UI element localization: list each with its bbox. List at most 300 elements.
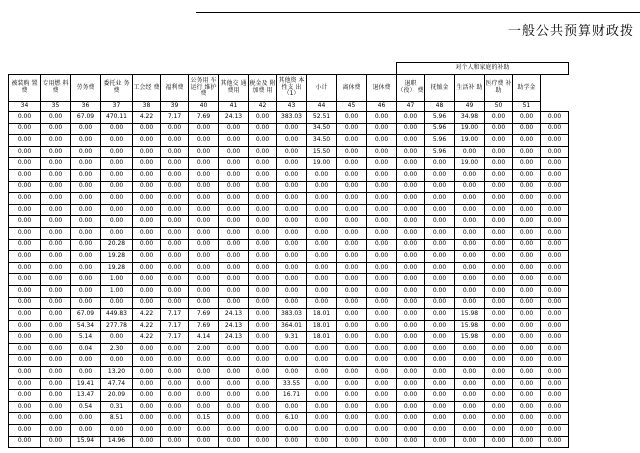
table-cell: 0.00 (249, 146, 277, 158)
table-cell: 0.00 (541, 181, 569, 193)
table-cell: 0.00 (337, 355, 367, 367)
col-number-15: 49 (455, 102, 485, 112)
table-cell: 18.01 (307, 332, 337, 344)
table-cell: 0.00 (337, 343, 367, 355)
table-cell: 0.00 (367, 227, 397, 239)
table-cell: 0.00 (485, 413, 513, 425)
table-cell: 0.00 (397, 181, 425, 193)
table-cell: 0.00 (249, 227, 277, 239)
table-row (9, 378, 569, 390)
table-cell: 0.00 (41, 332, 71, 344)
table-cell: 0.00 (189, 367, 219, 379)
table-row (9, 320, 569, 332)
table-cell: 0.00 (541, 158, 569, 170)
table-cell: 7.17 (161, 332, 189, 344)
table-cell: 0.00 (9, 355, 41, 367)
col-number-6: 40 (189, 102, 219, 112)
table-cell: 0.00 (397, 158, 425, 170)
col-header-17: 助学金 (513, 75, 541, 102)
table-cell: 0.00 (219, 413, 249, 425)
table-cell: 0.00 (513, 251, 541, 263)
table-cell: 0.00 (425, 285, 455, 297)
table-cell: 0.00 (337, 436, 367, 448)
table-cell: 0.00 (337, 274, 367, 286)
table-row (9, 297, 569, 309)
table-row (9, 251, 569, 263)
table-row (9, 355, 569, 367)
table-cell: 0.00 (249, 401, 277, 413)
table-cell: 0.00 (455, 378, 485, 390)
table-cell: 0.00 (249, 274, 277, 286)
table-cell: 0.00 (161, 343, 189, 355)
table-cell: 0.00 (485, 251, 513, 263)
table-cell: 0.00 (307, 343, 337, 355)
table-row (9, 367, 569, 379)
table-cell: 24.13 (219, 332, 249, 344)
table-cell: 0.00 (513, 227, 541, 239)
table-cell: 4.22 (133, 320, 161, 332)
table-cell: 0.00 (541, 401, 569, 413)
table-cell: 0.00 (541, 297, 569, 309)
col-number-10: 44 (307, 102, 337, 112)
table-cell: 0.00 (133, 413, 161, 425)
table-cell: 0.00 (541, 378, 569, 390)
table-cell: 0.00 (513, 378, 541, 390)
table-cell: 0.00 (397, 401, 425, 413)
table-cell: 24.13 (219, 112, 249, 124)
table-cell: 0.00 (367, 181, 397, 193)
table-cell: 0.00 (161, 425, 189, 437)
table-cell: 0.00 (367, 297, 397, 309)
table-cell: 0.00 (367, 309, 397, 321)
table-cell: 0.00 (219, 401, 249, 413)
table-cell: 0.00 (161, 123, 189, 135)
table-cell: 0.00 (307, 227, 337, 239)
table-cell: 0.00 (541, 193, 569, 205)
table-cell: 0.00 (249, 297, 277, 309)
col-number-16: 50 (485, 102, 513, 112)
table-cell: 7.17 (161, 320, 189, 332)
table-cell: 0.00 (337, 135, 367, 147)
table-cell: 0.00 (101, 227, 133, 239)
table-cell: 33.55 (277, 378, 307, 390)
table-cell: 5.96 (425, 135, 455, 147)
table-cell: 0.00 (455, 274, 485, 286)
table-cell: 0.00 (513, 390, 541, 402)
table-cell: 0.00 (189, 262, 219, 274)
table-cell: 0.00 (277, 146, 307, 158)
table-cell: 0.00 (277, 181, 307, 193)
table-cell: 0.00 (161, 169, 189, 181)
table-cell: 0.00 (455, 367, 485, 379)
table-cell: 0.00 (133, 436, 161, 448)
table-cell: 449.83 (101, 309, 133, 321)
table-cell: 0.00 (9, 239, 41, 251)
table-cell: 0.00 (425, 413, 455, 425)
table-cell: 20.09 (101, 390, 133, 402)
table-cell: 0.00 (425, 227, 455, 239)
table-cell: 0.00 (249, 158, 277, 170)
table-cell: 15.98 (455, 332, 485, 344)
table-cell: 0.00 (277, 204, 307, 216)
table-cell: 0.00 (455, 390, 485, 402)
table-cell: 0.00 (337, 169, 367, 181)
table-cell: 0.00 (41, 297, 71, 309)
table-cell: 0.00 (337, 123, 367, 135)
table-cell: 0.00 (161, 239, 189, 251)
table-cell: 0.00 (161, 216, 189, 228)
table-cell: 0.00 (189, 251, 219, 263)
table-cell: 0.00 (513, 274, 541, 286)
table-cell: 0.00 (397, 320, 425, 332)
col-number-9: 43 (277, 102, 307, 112)
table-cell: 0.00 (485, 355, 513, 367)
table-cell: 0.00 (71, 227, 101, 239)
table-cell: 0.00 (189, 169, 219, 181)
table-cell: 0.00 (541, 123, 569, 135)
table-cell: 0.00 (161, 262, 189, 274)
table-cell: 0.00 (133, 193, 161, 205)
table-cell: 0.00 (455, 251, 485, 263)
table-cell: 0.00 (161, 274, 189, 286)
table-cell: 0.00 (133, 181, 161, 193)
table-row (9, 239, 569, 251)
table-cell: 0.00 (161, 204, 189, 216)
table-cell: 0.00 (397, 274, 425, 286)
col-number-3: 37 (101, 102, 133, 112)
table-cell: 0.00 (101, 204, 133, 216)
table-cell: 0.00 (425, 193, 455, 205)
table-cell: 0.00 (161, 367, 189, 379)
table-cell: 0.00 (9, 123, 41, 135)
table-cell: 0.00 (513, 135, 541, 147)
table-cell: 0.00 (41, 378, 71, 390)
table-cell: 0.00 (541, 390, 569, 402)
table-cell: 0.00 (513, 343, 541, 355)
table-cell: 0.00 (133, 262, 161, 274)
table-cell: 0.00 (541, 355, 569, 367)
table-cell: 0.00 (541, 239, 569, 251)
column-number-row (9, 102, 569, 112)
table-cell: 0.00 (9, 401, 41, 413)
table-cell: 0.00 (41, 401, 71, 413)
budget-table (8, 62, 569, 448)
col-number-5: 39 (161, 102, 189, 112)
table-cell: 0.00 (41, 251, 71, 263)
table-cell: 0.00 (337, 401, 367, 413)
table-cell: 18.01 (307, 309, 337, 321)
table-row (9, 181, 569, 193)
table-cell: 0.00 (455, 297, 485, 309)
table-cell: 0.00 (397, 204, 425, 216)
table-cell: 0.00 (485, 227, 513, 239)
table-cell: 0.00 (455, 193, 485, 205)
column-header-row (9, 75, 569, 102)
table-cell: 0.00 (161, 297, 189, 309)
table-cell: 0.00 (219, 135, 249, 147)
table-cell: 0.00 (41, 123, 71, 135)
table-cell: 0.00 (455, 401, 485, 413)
table-cell: 0.00 (367, 436, 397, 448)
table-cell: 0.31 (101, 401, 133, 413)
table-cell: 0.00 (397, 251, 425, 263)
table-cell: 0.00 (513, 193, 541, 205)
col-header-6: 公务用 车运行 维护费 (189, 75, 219, 102)
table-cell: 0.00 (307, 425, 337, 437)
table-cell: 15.50 (307, 146, 337, 158)
table-cell: 0.00 (219, 355, 249, 367)
table-cell: 5.96 (425, 123, 455, 135)
table-cell: 0.00 (249, 390, 277, 402)
table-cell: 0.00 (101, 135, 133, 147)
table-cell: 0.00 (485, 436, 513, 448)
table-row (9, 401, 569, 413)
table-cell: 0.00 (249, 355, 277, 367)
table-cell: 0.00 (337, 193, 367, 205)
table-cell: 0.00 (9, 158, 41, 170)
table-cell: 0.00 (161, 158, 189, 170)
table-cell: 16.71 (277, 390, 307, 402)
table-cell: 19.41 (71, 378, 101, 390)
table-cell: 0.00 (367, 146, 397, 158)
table-cell: 0.00 (367, 425, 397, 437)
table-cell: 0.00 (9, 251, 41, 263)
table-cell: 0.00 (189, 390, 219, 402)
col-number-0: 34 (9, 102, 41, 112)
table-cell: 0.00 (307, 285, 337, 297)
budget-table-container (8, 62, 640, 448)
col-header-12: 退休费 (367, 75, 397, 102)
table-cell: 0.00 (307, 297, 337, 309)
table-cell: 0.00 (397, 367, 425, 379)
table-cell: 0.00 (71, 239, 101, 251)
table-cell: 0.00 (9, 135, 41, 147)
table-cell: 0.00 (219, 204, 249, 216)
table-row (9, 425, 569, 437)
table-cell: 0.00 (249, 309, 277, 321)
table-cell: 0.00 (277, 285, 307, 297)
table-cell: 0.00 (337, 158, 367, 170)
table-cell: 0.00 (41, 216, 71, 228)
table-cell: 0.00 (41, 181, 71, 193)
table-cell: 0.00 (161, 390, 189, 402)
table-cell: 0.00 (513, 216, 541, 228)
table-cell: 0.00 (425, 378, 455, 390)
table-cell: 0.00 (307, 355, 337, 367)
table-cell: 0.00 (161, 285, 189, 297)
col-header-1: 专用燃 料费 (41, 75, 71, 102)
table-cell: 0.00 (307, 262, 337, 274)
table-cell: 0.00 (71, 123, 101, 135)
table-cell: 0.00 (41, 193, 71, 205)
table-cell: 24.13 (219, 309, 249, 321)
table-cell: 0.00 (485, 343, 513, 355)
group-header-row (9, 63, 569, 75)
table-cell: 0.00 (161, 227, 189, 239)
table-cell: 0.00 (513, 309, 541, 321)
table-cell: 0.00 (133, 355, 161, 367)
table-cell: 14.96 (101, 436, 133, 448)
table-cell: 0.00 (277, 425, 307, 437)
group-header-empty (9, 63, 397, 75)
table-cell: 0.00 (485, 169, 513, 181)
table-cell: 0.00 (307, 204, 337, 216)
table-cell: 0.00 (249, 135, 277, 147)
table-cell: 0.00 (189, 193, 219, 205)
table-cell: 0.00 (249, 251, 277, 263)
table-cell: 0.00 (307, 401, 337, 413)
table-cell: 0.00 (425, 355, 455, 367)
table-cell: 0.00 (219, 146, 249, 158)
table-cell: 19.28 (101, 262, 133, 274)
table-cell: 0.00 (101, 425, 133, 437)
page-title: 一般公共预算财政拨 (507, 24, 634, 39)
table-cell: 0.00 (71, 216, 101, 228)
table-cell: 0.00 (513, 285, 541, 297)
table-cell: 0.00 (71, 169, 101, 181)
table-cell: 0.00 (367, 401, 397, 413)
table-cell: 0.00 (41, 204, 71, 216)
table-cell: 0.00 (189, 378, 219, 390)
table-cell: 67.09 (71, 309, 101, 321)
table-cell: 0.00 (219, 216, 249, 228)
table-cell: 0.00 (485, 262, 513, 274)
table-cell: 0.00 (541, 112, 569, 124)
table-cell: 0.00 (367, 332, 397, 344)
table-cell: 0.00 (161, 413, 189, 425)
table-cell: 15.98 (455, 309, 485, 321)
table-cell: 0.00 (367, 367, 397, 379)
table-cell: 5.96 (425, 146, 455, 158)
table-cell: 0.00 (425, 309, 455, 321)
table-cell: 0.00 (133, 378, 161, 390)
col-header-11: 离休费 (337, 75, 367, 102)
table-cell: 0.00 (133, 367, 161, 379)
col-number-13: 47 (397, 102, 425, 112)
table-cell: 0.00 (485, 332, 513, 344)
table-cell: 0.00 (101, 158, 133, 170)
table-cell: 0.00 (397, 227, 425, 239)
table-cell: 0.00 (455, 425, 485, 437)
table-cell: 0.00 (513, 204, 541, 216)
table-cell: 0.00 (101, 181, 133, 193)
table-cell: 0.00 (541, 227, 569, 239)
table-cell: 0.00 (219, 436, 249, 448)
table-cell: 0.00 (71, 274, 101, 286)
col-number-11: 45 (337, 102, 367, 112)
table-cell: 0.00 (513, 425, 541, 437)
table-cell: 7.17 (161, 112, 189, 124)
col-number-7: 41 (219, 102, 249, 112)
table-cell: 5.96 (425, 112, 455, 124)
table-cell: 0.00 (455, 216, 485, 228)
table-cell: 0.00 (249, 239, 277, 251)
table-cell: 0.00 (425, 262, 455, 274)
table-cell: 0.00 (249, 367, 277, 379)
table-cell: 0.00 (41, 436, 71, 448)
table-cell: 0.00 (513, 158, 541, 170)
table-cell: 0.00 (161, 251, 189, 263)
table-cell: 0.00 (425, 320, 455, 332)
table-cell: 0.00 (249, 425, 277, 437)
table-cell: 2.30 (101, 343, 133, 355)
table-cell: 0.00 (133, 251, 161, 263)
table-row (9, 413, 569, 425)
table-cell: 0.00 (541, 436, 569, 448)
table-cell: 15.98 (455, 320, 485, 332)
table-cell: 0.00 (337, 320, 367, 332)
table-cell: 0.00 (397, 355, 425, 367)
table-cell: 0.00 (133, 123, 161, 135)
table-cell: 0.00 (367, 239, 397, 251)
table-cell: 0.00 (9, 413, 41, 425)
table-cell: 0.00 (219, 274, 249, 286)
table-cell: 0.00 (337, 239, 367, 251)
table-cell: 383.03 (277, 112, 307, 124)
table-cell: 0.00 (307, 367, 337, 379)
table-cell: 0.00 (189, 146, 219, 158)
table-cell: 0.00 (249, 320, 277, 332)
table-cell: 0.00 (485, 158, 513, 170)
table-cell: 0.00 (161, 193, 189, 205)
table-cell: 0.00 (337, 378, 367, 390)
table-cell: 0.00 (101, 297, 133, 309)
table-cell: 0.00 (219, 181, 249, 193)
table-cell: 0.00 (337, 262, 367, 274)
table-cell: 0.00 (513, 297, 541, 309)
table-cell: 0.00 (249, 262, 277, 274)
table-cell: 0.00 (425, 332, 455, 344)
table-cell: 0.00 (541, 216, 569, 228)
table-cell: 0.00 (307, 390, 337, 402)
col-header-4: 工会经 费 (133, 75, 161, 102)
table-cell: 0.00 (9, 193, 41, 205)
table-cell: 0.00 (337, 390, 367, 402)
table-cell: 0.00 (307, 181, 337, 193)
table-cell: 0.00 (367, 355, 397, 367)
table-cell: 0.00 (485, 204, 513, 216)
table-cell: 0.00 (485, 297, 513, 309)
col-header-3: 委托业 务费 (101, 75, 133, 102)
table-cell: 0.00 (219, 239, 249, 251)
table-row (9, 169, 569, 181)
table-cell: 0.00 (367, 413, 397, 425)
table-cell: 0.00 (277, 169, 307, 181)
table-cell: 0.00 (101, 146, 133, 158)
table-cell: 0.00 (455, 146, 485, 158)
table-cell: 0.00 (9, 227, 41, 239)
table-cell: 0.00 (397, 309, 425, 321)
table-cell: 0.00 (277, 158, 307, 170)
table-cell: 0.00 (161, 146, 189, 158)
table-cell: 0.00 (367, 112, 397, 124)
table-cell: 383.03 (277, 309, 307, 321)
table-cell: 34.50 (307, 123, 337, 135)
table-cell: 0.00 (277, 297, 307, 309)
table-cell: 0.00 (9, 425, 41, 437)
table-cell: 0.00 (485, 401, 513, 413)
table-cell: 0.00 (71, 285, 101, 297)
table-cell: 0.00 (277, 274, 307, 286)
table-cell: 0.00 (425, 251, 455, 263)
table-cell: 0.00 (41, 309, 71, 321)
table-cell: 0.00 (485, 274, 513, 286)
table-cell: 24.13 (219, 320, 249, 332)
table-cell: 19.28 (101, 251, 133, 263)
table-cell: 0.00 (161, 401, 189, 413)
table-cell: 6.10 (277, 413, 307, 425)
table-cell: 0.00 (367, 158, 397, 170)
